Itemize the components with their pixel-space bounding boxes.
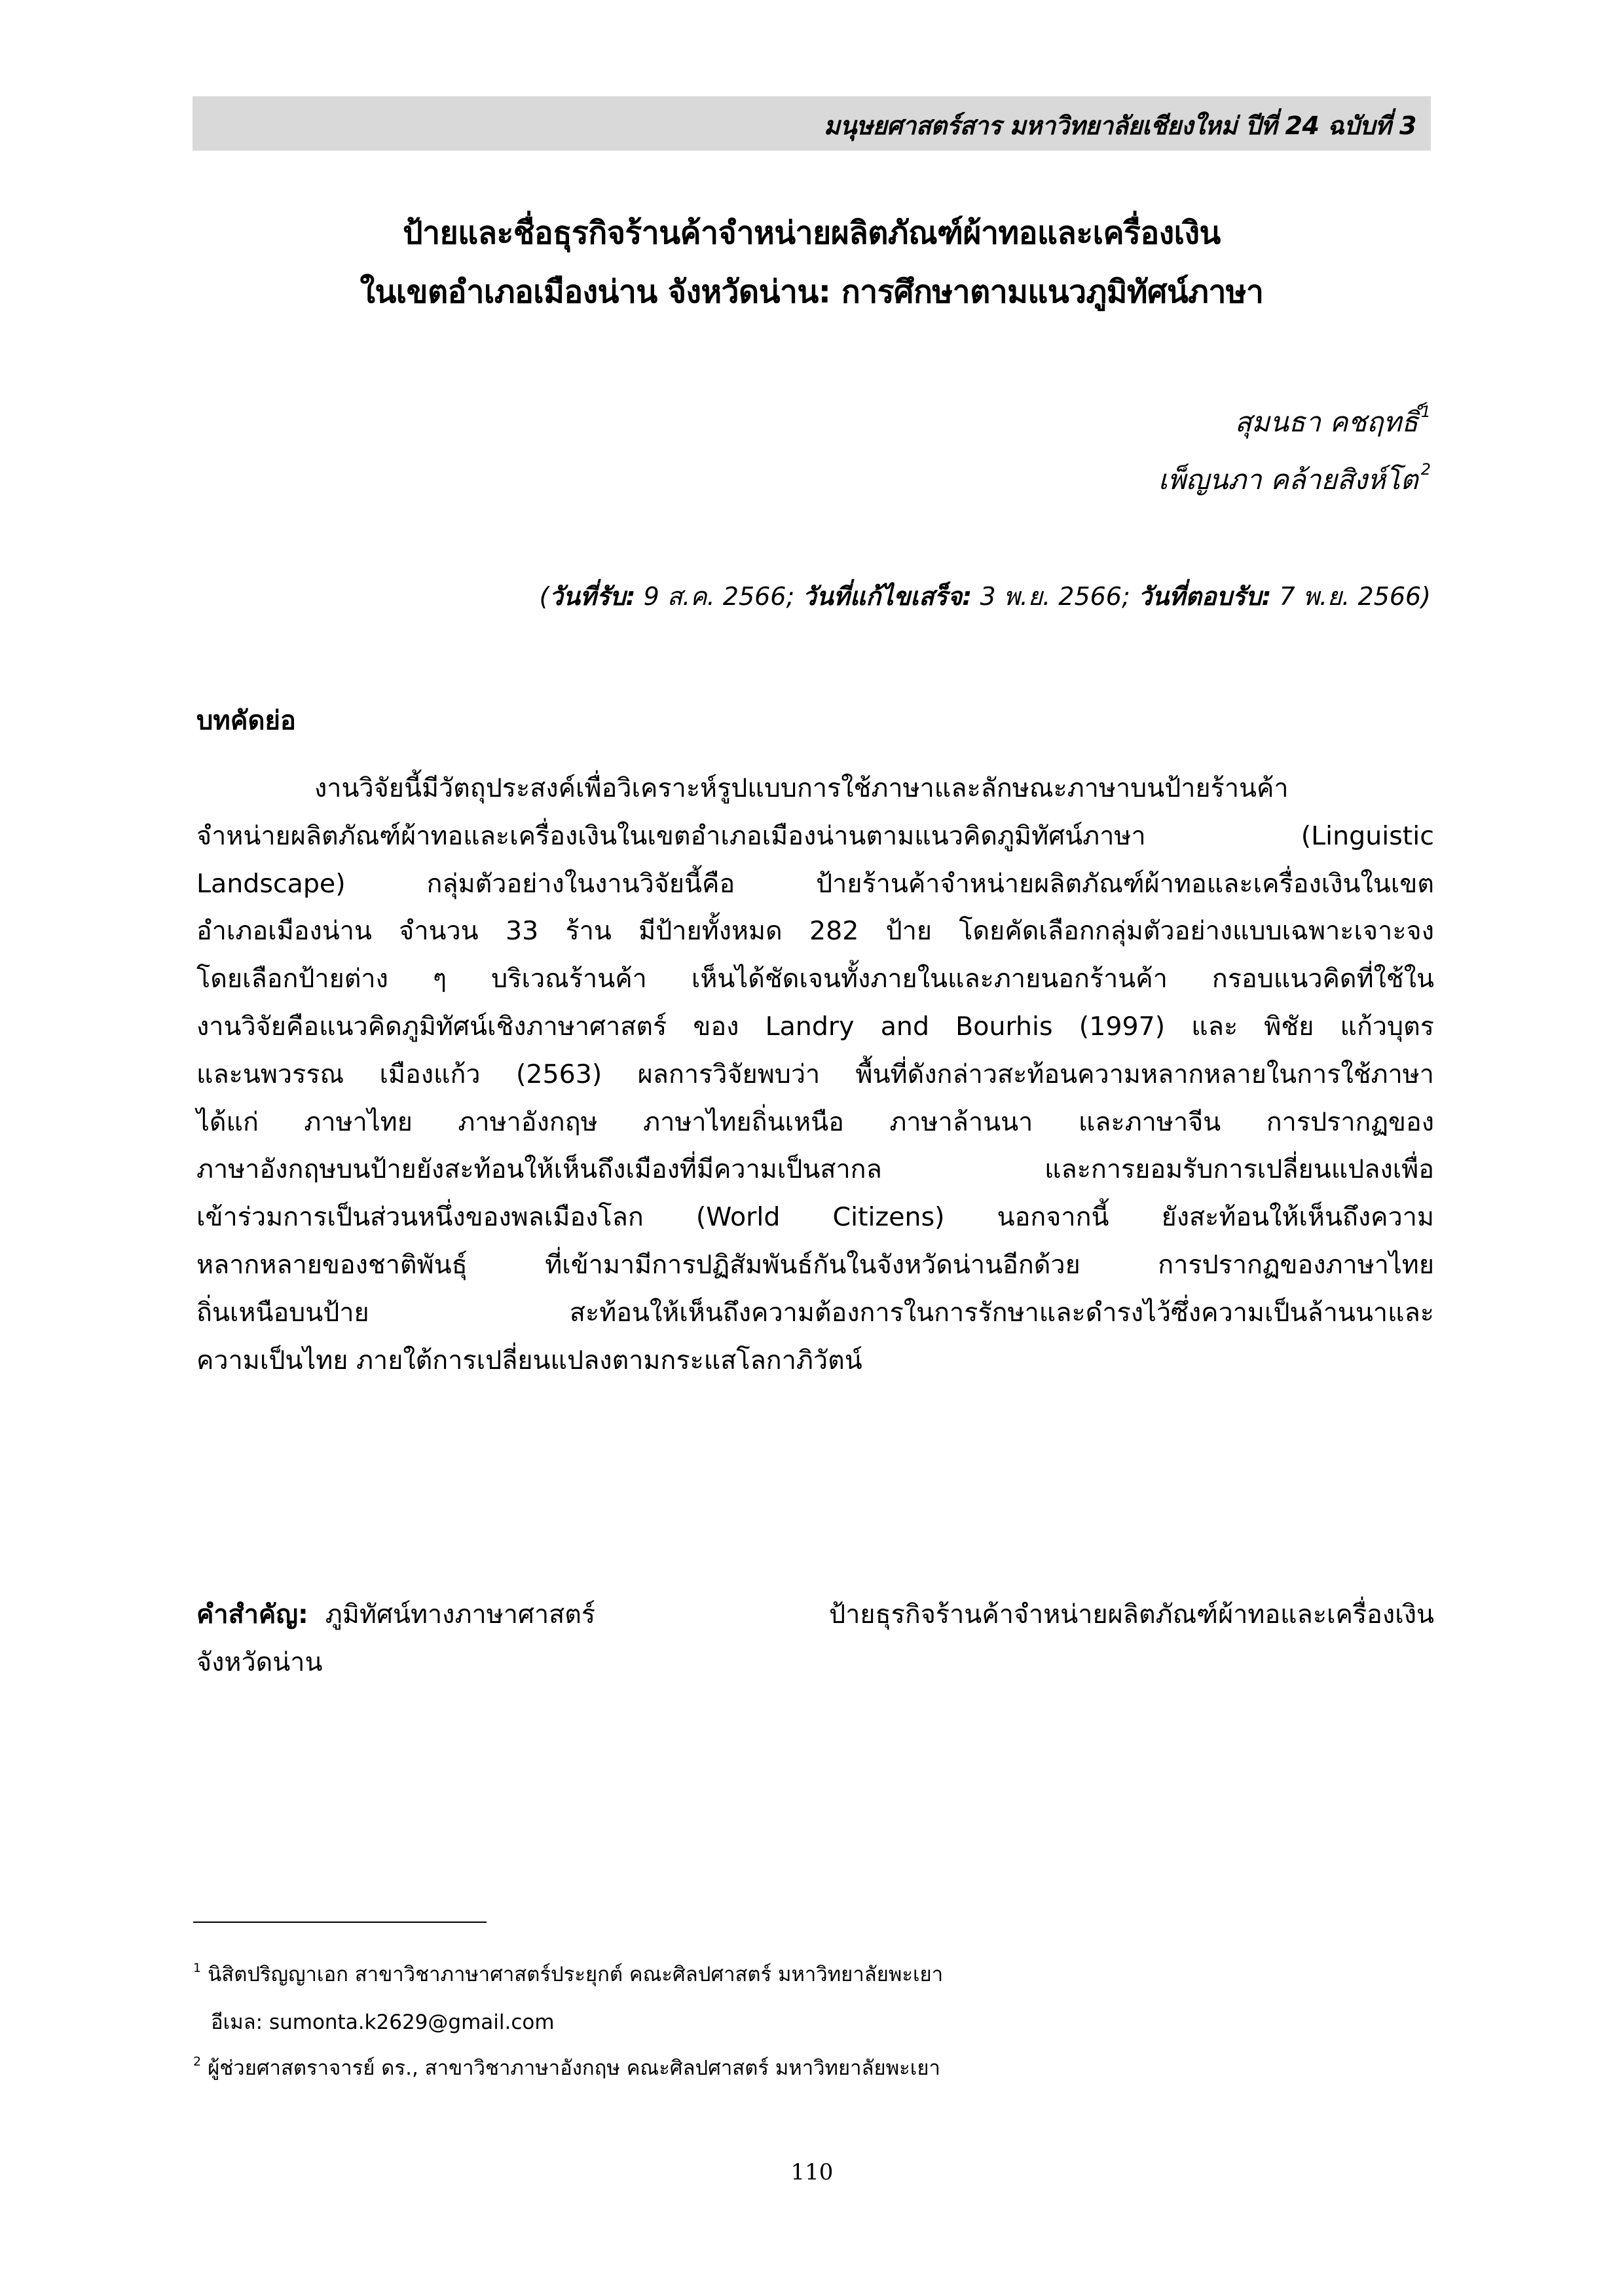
footnote-mark[interactable]: 2: [1420, 460, 1431, 479]
accepted-date: 7 พ.ย. 2566): [1271, 582, 1431, 611]
article-title-line-2: ในเขตอำเภอเมืองน่าน จังหวัดน่าน: การศึกษาตามแนวภูมิทัศน์ภาษา: [360, 274, 1264, 310]
keywords: [196, 1591, 1434, 1686]
abstract-line: เข้าร่วมการเป็นส่วนหนึ่งของพลเมืองโลก (World Citizens) นอกจากนี้ ยังสะท้อนให้เห็นถึงความ: [196, 1202, 1434, 1233]
abstract-line: หลากหลายของชาติพันธุ์ ที่เข้ามามีการปฏิสัมพันธ์กันในจังหวัดน่านอีกด้วย การปรากฏของภาษาไทย: [196, 1249, 1434, 1280]
accepted-label: วันที่ตอบรับ:: [1137, 582, 1272, 611]
footnote-2: [193, 2051, 940, 2084]
author-name: เพ็ญนภา คล้ายสิงห์โต: [1158, 464, 1418, 496]
abstract-line: งานวิจัยคือแนวคิดภูมิทัศน์เชิงภาษาศาสตร์ ของ Landry and Bourhis (1997) และ พิชัย แก้วบุตร: [196, 1011, 1434, 1042]
abstract-line: ได้แก่ ภาษาไทย ภาษาอังกฤษ ภาษาไทยถิ่นเหนือ ภาษาล้านนา และภาษาจีน การปรากฏของ: [196, 1106, 1434, 1137]
keywords-line-1: [196, 1591, 1434, 1639]
abstract-line: ความเป็นไทย ภายใต้การเปลี่ยนแปลงตามกระแสโลกาภิวัตน์: [196, 1345, 862, 1376]
abstract-line: Landscape) กลุ่มตัวอย่างในงานวิจัยนี้คือ ป้ายร้านค้าจำหน่ายผลิตภัณฑ์ผ้าทอและเครื่องเงินในเขต: [196, 868, 1434, 899]
abstract-line: ถิ่นเหนือบนป้าย สะท้อนให้เห็นถึงความต้องการในการรักษาและดำรงไว้ซึ่งความเป็นล้านนาและ: [196, 1297, 1434, 1328]
footnote-separator: [193, 1922, 487, 1923]
submission-dates: [540, 576, 1431, 616]
footnote-mark: 1: [193, 1961, 202, 1975]
paren-open: (: [539, 582, 549, 611]
author-name: สุมนธา คชฤทธิ์: [1234, 406, 1418, 438]
abstract-line: งานวิจัยนี้มีวัตถุประสงค์เพื่อวิเคราะห์รูปแบบการใช้ภาษาและลักษณะภาษาบนป้ายร้านค้า: [314, 773, 1289, 803]
abstract-line: อำเภอเมืองน่าน จำนวน 33 ร้าน มีป้ายทั้งหมด 282 ป้าย โดยคัดเลือกกลุ่มตัวอย่างแบบเฉพาะเจาะจง: [196, 916, 1434, 947]
footnote-1: [193, 1958, 943, 1990]
running-header-bar: [193, 96, 1431, 151]
footnote-text: ผู้ช่วยศาสตราจารย์ ดร., สาขาวิชาภาษาอังกฤษ คณะศิลปศาสตร์ มหาวิทยาลัยพะเยา: [208, 2056, 940, 2080]
article-title-line-1: ป้ายและชื่อธุรกิจร้านค้าจำหน่ายผลิตภัณฑ์ผ้าทอและเครื่องเงิน: [403, 215, 1221, 251]
revised-label: วันที่แก้ไขเสร็จ:: [802, 582, 972, 611]
received-date: 9 ส.ค. 2566;: [635, 582, 803, 611]
page-number: 110: [790, 2159, 834, 2185]
author-2: [1158, 458, 1431, 501]
footnote-mark[interactable]: 1: [1420, 403, 1431, 421]
abstract-line: โดยเลือกป้ายต่าง ๆ บริเวณร้านค้า เห็นได้ชัดเจนทั้งภายในและภายนอกร้านค้า กรอบแนวคิดที่ใช้ใน: [196, 964, 1434, 994]
abstract-heading: บทคัดย่อ: [196, 706, 296, 736]
keywords-text: ภูมิทัศน์ทางภาษาศาสตร์ ป้ายธุรกิจร้านค้าจำหน่ายผลิตภัณฑ์ผ้าทอและเครื่องเงิน: [325, 1599, 1434, 1630]
author-1: [1235, 401, 1431, 444]
abstract-line: และนพวรรณ เมืองแก้ว (2563) ผลการวิจัยพบว่า พื้นที่ดังกล่าวสะท้อนความหลากหลายในการใช้ภาษา: [196, 1059, 1434, 1089]
received-label: วันที่รับ:: [549, 582, 636, 611]
keywords-label: คำสำคัญ:: [196, 1599, 308, 1630]
footnote-1-email[interactable]: อีเมล: sumonta.k2629@gmail.com: [211, 2011, 555, 2034]
abstract-body: [196, 765, 1434, 1384]
revised-date: 3 พ.ย. 2566;: [972, 582, 1138, 611]
journal-running-header: มนุษยศาสตร์สาร มหาวิทยาลัยเชียงใหม่ ปีที่ 24 ฉบับที่ 3: [823, 111, 1416, 140]
abstract-line: ภาษาอังกฤษบนป้ายยังสะท้อนให้เห็นถึงเมืองที่มีความเป็นสากล และการยอมรับการเปลี่ยนแปลงเพื่อ: [196, 1154, 1434, 1185]
footnote-mark: 2: [193, 2054, 202, 2069]
keywords-line-2: จังหวัดน่าน: [196, 1647, 323, 1677]
abstract-line: จำหน่ายผลิตภัณฑ์ผ้าทอและเครื่องเงินในเขตอำเภอเมืองน่านตามแนวคิดภูมิทัศน์ภาษา (Linguistic: [196, 820, 1434, 851]
footnote-text: นิสิตปริญญาเอก สาขาวิชาภาษาศาสตร์ประยุกต์ คณะศิลปศาสตร์ มหาวิทยาลัยพะเยา: [208, 1963, 944, 1986]
